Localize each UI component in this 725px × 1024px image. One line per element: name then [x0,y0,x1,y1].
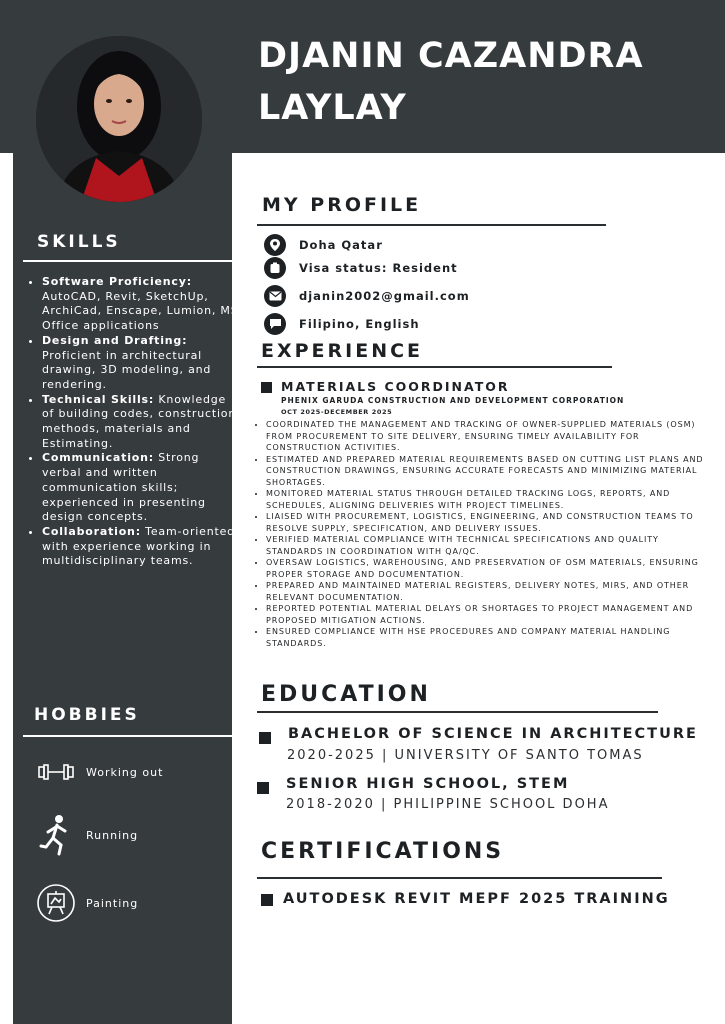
contact-visa-text: Visa status: Resident [299,261,458,275]
job-duties [256,419,708,649]
education-degree: BACHELOR OF SCIENCE IN ARCHITECTURE [288,726,698,742]
name-line-1: DJANIN CAZANDRA [258,36,644,76]
profile-divider [257,224,606,226]
job-company: PHENIX GARUDA CONSTRUCTION AND DEVELOPMENT CORPORATION [281,396,625,405]
skill-label: Software Proficiency: [42,275,192,288]
contact-languages-text: Filipino, English [299,317,420,331]
skill-item [42,525,240,569]
contact-location-text: Doha Qatar [299,238,383,252]
hobby-painting [36,883,138,923]
contact-languages [264,313,420,335]
duty-item: • OVERSAW LOGISTICS, WAREHOUSING, AND PRESERVATION OF OSM MATERIALS, ENSURING PROPER STORAGE AND DOCUMENTATION. [266,557,708,580]
duty-item: • ESTIMATED AND PREPARED MATERIAL REQUIREMENTS BASED ON CUTTING LIST PLANS AND CONSTRUCTION DRAWINGS, ENSURING ACCURATE FORECASTS AND MINIMIZING MATERIAL SHORTAGES. [266,454,708,489]
job-bullet [261,382,272,393]
experience-divider [257,366,612,368]
hobbies-divider [23,735,232,737]
hobby-label: Painting [86,896,139,910]
skill-text: Strong verbal and written communication skills; experienced in presenting design concepts. [42,451,206,524]
passport-icon [264,257,286,279]
experience-heading: EXPERIENCE [261,340,424,362]
certifications-divider [257,877,662,879]
skills-list [28,275,240,569]
education-bullet [259,732,271,744]
dumbbell-icon [36,752,76,792]
contact-visa [264,257,458,279]
education-detail: 2020-2025 | UNIVERSITY OF SANTO TOMAS [287,748,644,763]
education-detail: 2018-2020 | PHILIPPINE SCHOOL DOHA [286,797,610,812]
certification-bullet [261,894,273,906]
duty-item: • MONITORED MATERIAL STATUS THROUGH DETAILED TRACKING LOGS, REPORTS, AND SCHEDULES, ALIGNING DELIVERIES WITH PROJECT TIMELINES. [266,488,708,511]
skill-item [42,275,240,334]
contact-location [264,234,383,256]
hobby-running [36,815,138,855]
runner-icon [36,815,76,855]
skills-divider [23,260,232,262]
education-degree: SENIOR HIGH SCHOOL, STEM [286,776,570,792]
duty-item: • PREPARED AND MAINTAINED MATERIAL REGISTERS, DELIVERY NOTES, MIRS, AND OTHER RELEVANT DOCUMENTATION. [266,580,708,603]
contact-email-text[interactable]: djanin2002@gmail.com [299,289,470,303]
duty-item: • LIAISED WITH PROCUREMENT, LOGISTICS, ENGINEERING, AND CONSTRUCTION TEAMS TO RESOLVE SUPPLY, SPECIFICATION, AND DELIVERY ISSUES. [266,511,708,534]
duty-item: • VERIFIED MATERIAL COMPLIANCE WITH TECHNICAL SPECIFICATIONS AND QUALITY STANDARDS IN COORDINATION WITH QA/QC. [266,534,708,557]
easel-icon [36,883,76,923]
skills-heading: SKILLS [37,232,121,252]
name-line-2: LAYLAY [258,88,407,128]
skill-text: Team-oriented with experience working in multidisciplinary teams. [42,524,235,568]
speech-bubble-icon [264,313,286,335]
hobby-working-out [36,752,163,792]
certifications-heading: CERTIFICATIONS [261,839,505,864]
hobby-label: Running [86,828,139,842]
education-bullet [257,782,269,794]
skill-item [42,393,240,452]
skill-label: Collaboration: [42,524,141,538]
skill-item [42,451,240,525]
location-pin-icon [264,234,286,256]
contact-email [264,285,470,307]
hobby-label: Working out [86,765,164,779]
job-title: MATERIALS COORDINATOR [281,379,510,394]
duty-item: • REPORTED POTENTIAL MATERIAL DELAYS OR SHORTAGES TO PROJECT MANAGEMENT AND PROPOSED MITIGATION ACTIONS. [266,603,708,626]
profile-heading: MY PROFILE [262,194,422,216]
skill-item [42,334,240,393]
skill-label: Technical Skills: [42,392,155,406]
education-heading: EDUCATION [261,682,431,707]
profile-photo [36,36,202,202]
certification-item: AUTODESK REVIT MEPF 2025 TRAINING [283,891,670,907]
email-icon[interactable] [264,285,286,307]
skill-label: Design and Drafting: [42,333,188,347]
job-dates: OCT 2025-DECEMBER 2025 [281,408,393,416]
duty-item: • COORDINATED THE MANAGEMENT AND TRACKING OF OWNER-SUPPLIED MATERIALS (OSM) FROM PROCUREMENT TO SITE DELIVERY, ENSURING TIMELY AVAILABILITY FOR CONSTRUCTION ACTIVITIES. [266,419,708,454]
skill-text: AutoCAD, Revit, SketchUp, ArchiCad, Enscape, Lumion, MS Office applications [42,289,239,333]
hobbies-heading: HOBBIES [34,705,140,725]
skill-label: Communication: [42,451,154,465]
skill-text: Knowledge of building codes, construction methods, materials and Estimating. [42,392,237,450]
duty-item: • ENSURED COMPLIANCE WITH HSE PROCEDURES AND COMPANY MATERIAL HANDLING STANDARDS. [266,626,708,649]
skill-text: Proficient in architectural drawing, 3D modeling, and rendering. [42,348,212,391]
candidate-name [258,30,644,134]
education-divider [257,711,658,713]
